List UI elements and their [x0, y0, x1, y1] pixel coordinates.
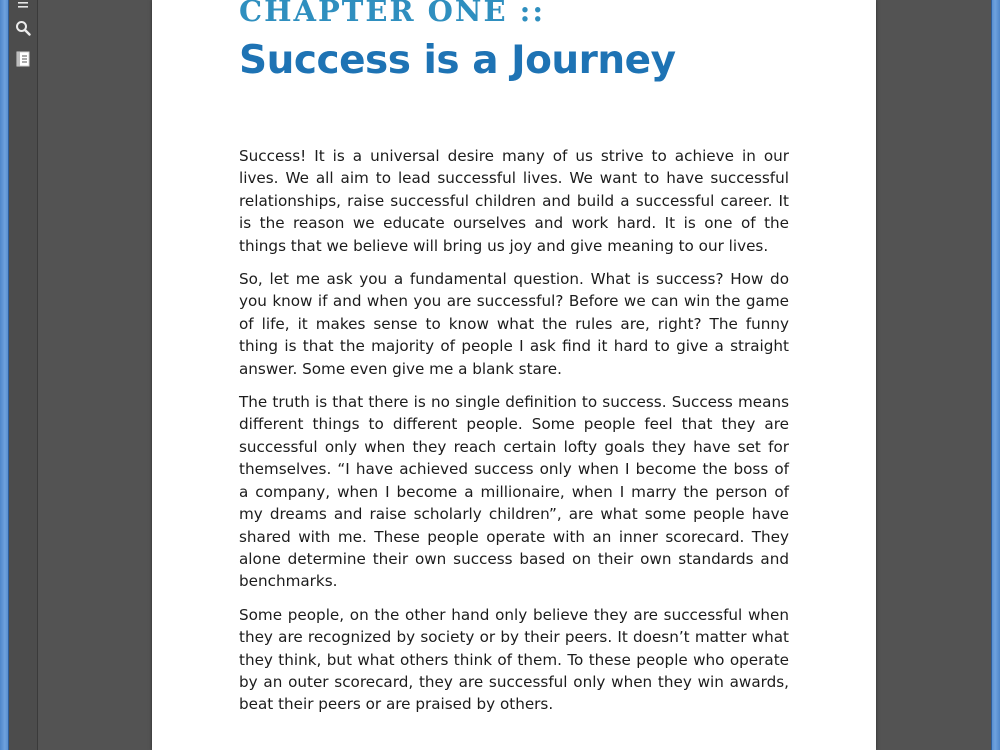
window-frame-right	[991, 0, 1000, 750]
paragraph: Some people, on the other hand only believe they are successful when they are recognized by society or by their peers. It doesn’t matter what they think, but what others think of them. To these people who operate by an outer scorecard, they are successful only when they win awards, beat their peers or are praised by others.	[239, 605, 789, 714]
paragraph: Success! It is a universal desire many of us strive to achieve in our lives. We all aim to lead successful lives. We want to have successful relationships, raise successful children and build a successful career. It is the reason we educate ourselves and work hard. It is one of the things that we believe will bring us joy and give meaning to our lives.	[239, 147, 789, 255]
paragraph: So, let me ask you a fundamental question. What is success? How do you know if and when you are successful? Before we can win the game of life, it makes sense to know what the rules are, right? The funny thing is that the majority of people I ask find it hard to give a straight answer. Some even give me a blank stare.	[239, 270, 789, 378]
bookmarks-icon[interactable]	[13, 49, 33, 69]
paragraph: The truth is that there is no single definition to success. Success means different things to different people. Some people feel that they are successful only when they reach certain lofty goals they have set for themselves. “I have achieved success only when I become the boss of a company, when I become a millionaire, when I marry the person of my dreams and raise scholarly children”, are what some people have shared with me. These people operate with an inner scorecard. They alone determine their own success based on their own standards and benchmarks.	[239, 393, 789, 591]
chapter-label: CHAPTER ONE ::	[239, 0, 546, 28]
search-icon[interactable]	[13, 18, 33, 38]
chapter-body	[239, 145, 789, 727]
menu-icon[interactable]	[13, 0, 33, 13]
side-toolbar	[9, 0, 38, 750]
document-page	[152, 0, 876, 750]
window-frame-left	[0, 0, 9, 750]
chapter-title: Success is a Journey	[239, 38, 676, 83]
